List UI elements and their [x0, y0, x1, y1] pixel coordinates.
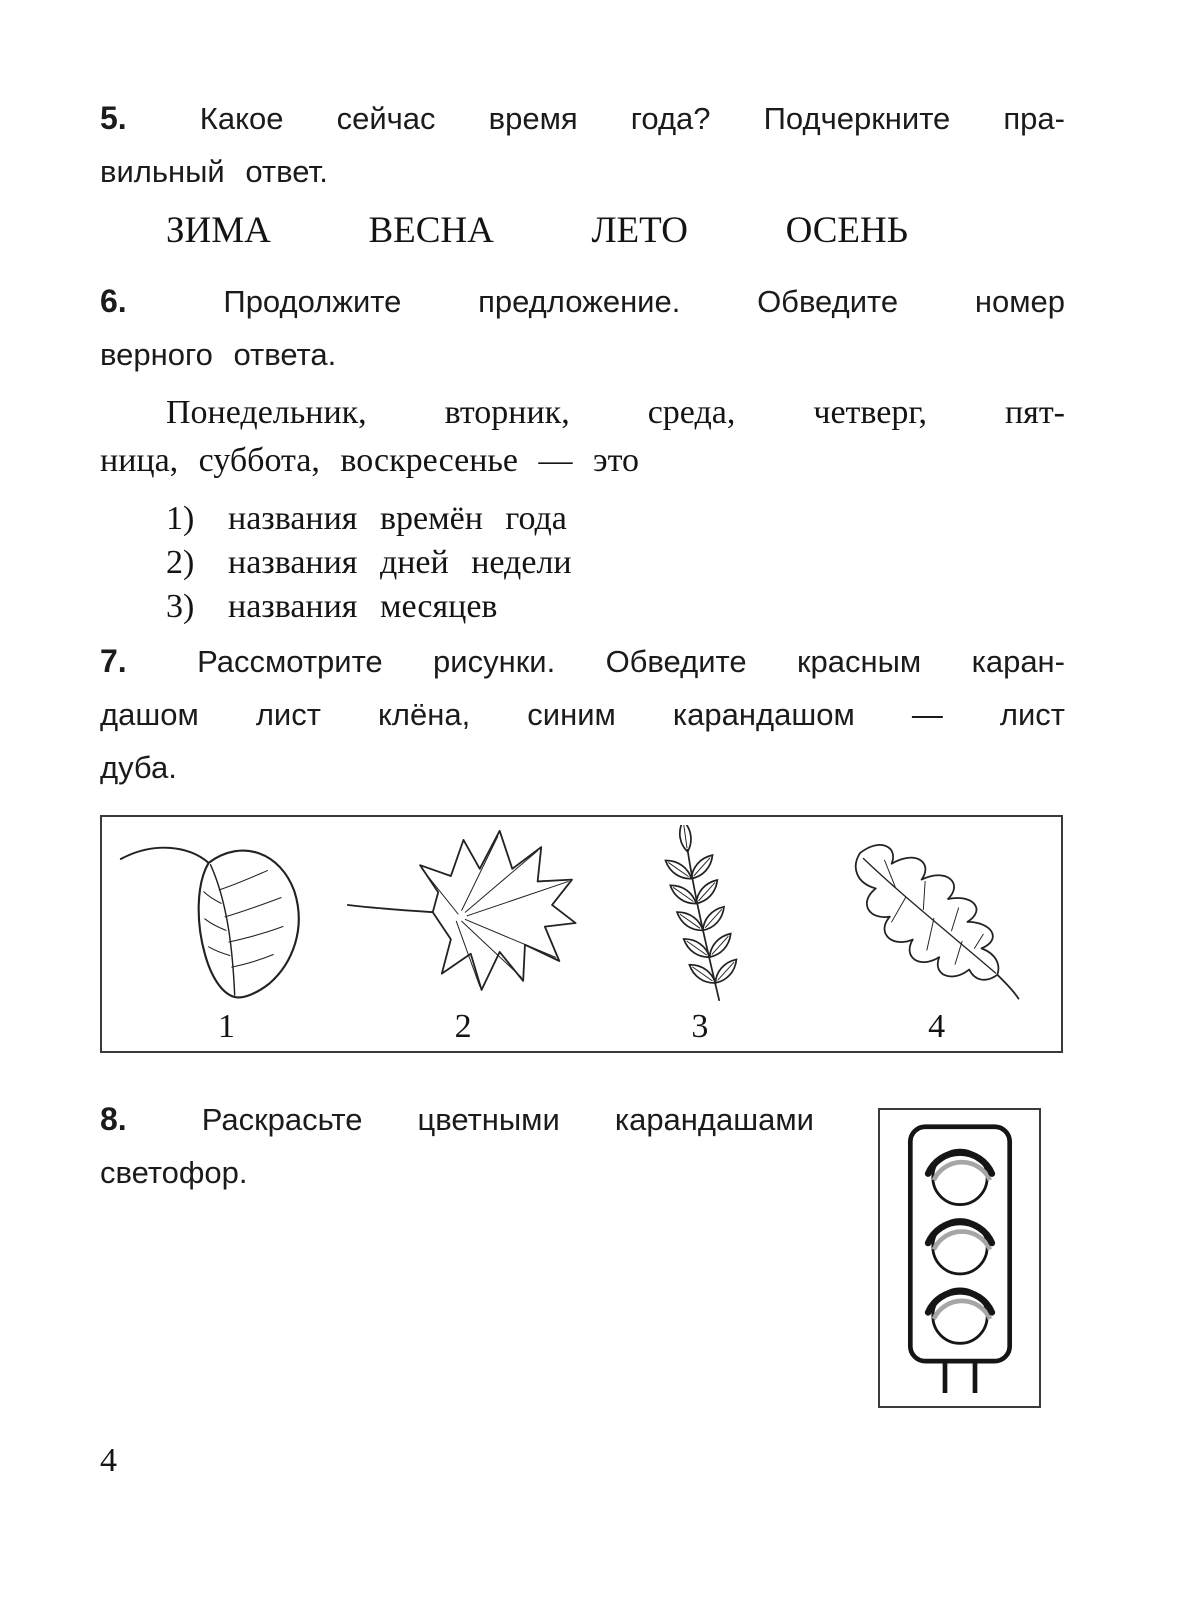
- traffic-light-figure[interactable]: [878, 1108, 1041, 1408]
- task8-instruction-line1: [100, 1093, 814, 1146]
- leaf-number-1: 1: [217, 1008, 235, 1045]
- task7-instruction-text: Рассмотрите рисунки. Обведите красным каран-: [197, 644, 1065, 679]
- season-option-zima[interactable]: ЗИМА: [166, 210, 271, 251]
- task6-instruction-line2: верного ответа.: [100, 337, 337, 372]
- answer-option-3-number[interactable]: 3): [166, 588, 195, 625]
- season-options-row: [166, 208, 908, 254]
- leaf-number-4: 4: [928, 1008, 946, 1045]
- task8-instruction-line2: светофор.: [100, 1155, 248, 1190]
- leaf-figure-2[interactable]: [345, 825, 582, 1047]
- task7-number: 7.: [100, 643, 127, 679]
- task5-instruction-line1: [100, 92, 1065, 145]
- task6-sentence-line1: Понедельник, вторник, среда, четверг, пят-: [166, 394, 1065, 431]
- answer-option-2-number[interactable]: 2): [166, 544, 195, 581]
- birch-leaf-icon: [115, 825, 337, 1003]
- task7-instruction-line2: дашом лист клёна, синим карандашом — лист: [100, 697, 1065, 732]
- task7-instruction-line3: дуба.: [100, 750, 177, 785]
- leaf-number-2: 2: [454, 1008, 472, 1045]
- answer-option-2-text: названия дней недели: [228, 544, 572, 581]
- task-8: [100, 1093, 814, 1199]
- rowan-leaf-icon: [594, 825, 806, 1003]
- task6-sentence-line2: ница, суббота, воскресенье — это: [100, 442, 639, 479]
- answer-option-3[interactable]: [166, 585, 1065, 629]
- task-5: [100, 92, 1065, 254]
- answer-option-1-number[interactable]: 1): [166, 500, 195, 537]
- task6-answer-list: [100, 497, 1065, 629]
- page-number: 4: [100, 1442, 117, 1479]
- leaves-figure: [100, 815, 1063, 1053]
- leaf-figure-1[interactable]: [108, 825, 345, 1047]
- task6-instruction-line1: [100, 275, 1065, 328]
- leaf-number-3: 3: [691, 1008, 709, 1045]
- season-option-vesna[interactable]: ВЕСНА: [368, 210, 494, 251]
- traffic-light-icon: [885, 1113, 1035, 1403]
- task8-number: 8.: [100, 1101, 127, 1137]
- task-6: [100, 275, 1065, 629]
- oak-leaf-icon: [826, 825, 1048, 1003]
- answer-option-1[interactable]: [166, 497, 1065, 541]
- season-option-osen[interactable]: ОСЕНЬ: [785, 210, 908, 251]
- task5-instruction-line2: вильный ответ.: [100, 154, 328, 189]
- answer-option-2[interactable]: [166, 541, 1065, 585]
- leaf-figure-4[interactable]: [818, 825, 1055, 1047]
- season-option-leto[interactable]: ЛЕТО: [591, 210, 688, 251]
- task6-instruction-text: Продолжите предложение. Обведите номер: [223, 284, 1065, 319]
- leaf-figure-3[interactable]: [582, 825, 819, 1047]
- task6-sentence: [100, 389, 1065, 485]
- task-7: [100, 635, 1065, 794]
- task5-instruction-text: Какое сейчас время года? Подчеркните пра-: [199, 101, 1065, 136]
- answer-option-3-text: названия месяцев: [228, 588, 498, 625]
- task7-instruction-line1: [100, 635, 1065, 688]
- maple-leaf-icon: [346, 825, 581, 1003]
- answer-option-1-text: названия времён года: [228, 500, 567, 537]
- task5-number: 5.: [100, 100, 127, 136]
- task6-number: 6.: [100, 283, 127, 319]
- task8-instruction-text: Раскрасьте цветными карандашами: [201, 1102, 814, 1137]
